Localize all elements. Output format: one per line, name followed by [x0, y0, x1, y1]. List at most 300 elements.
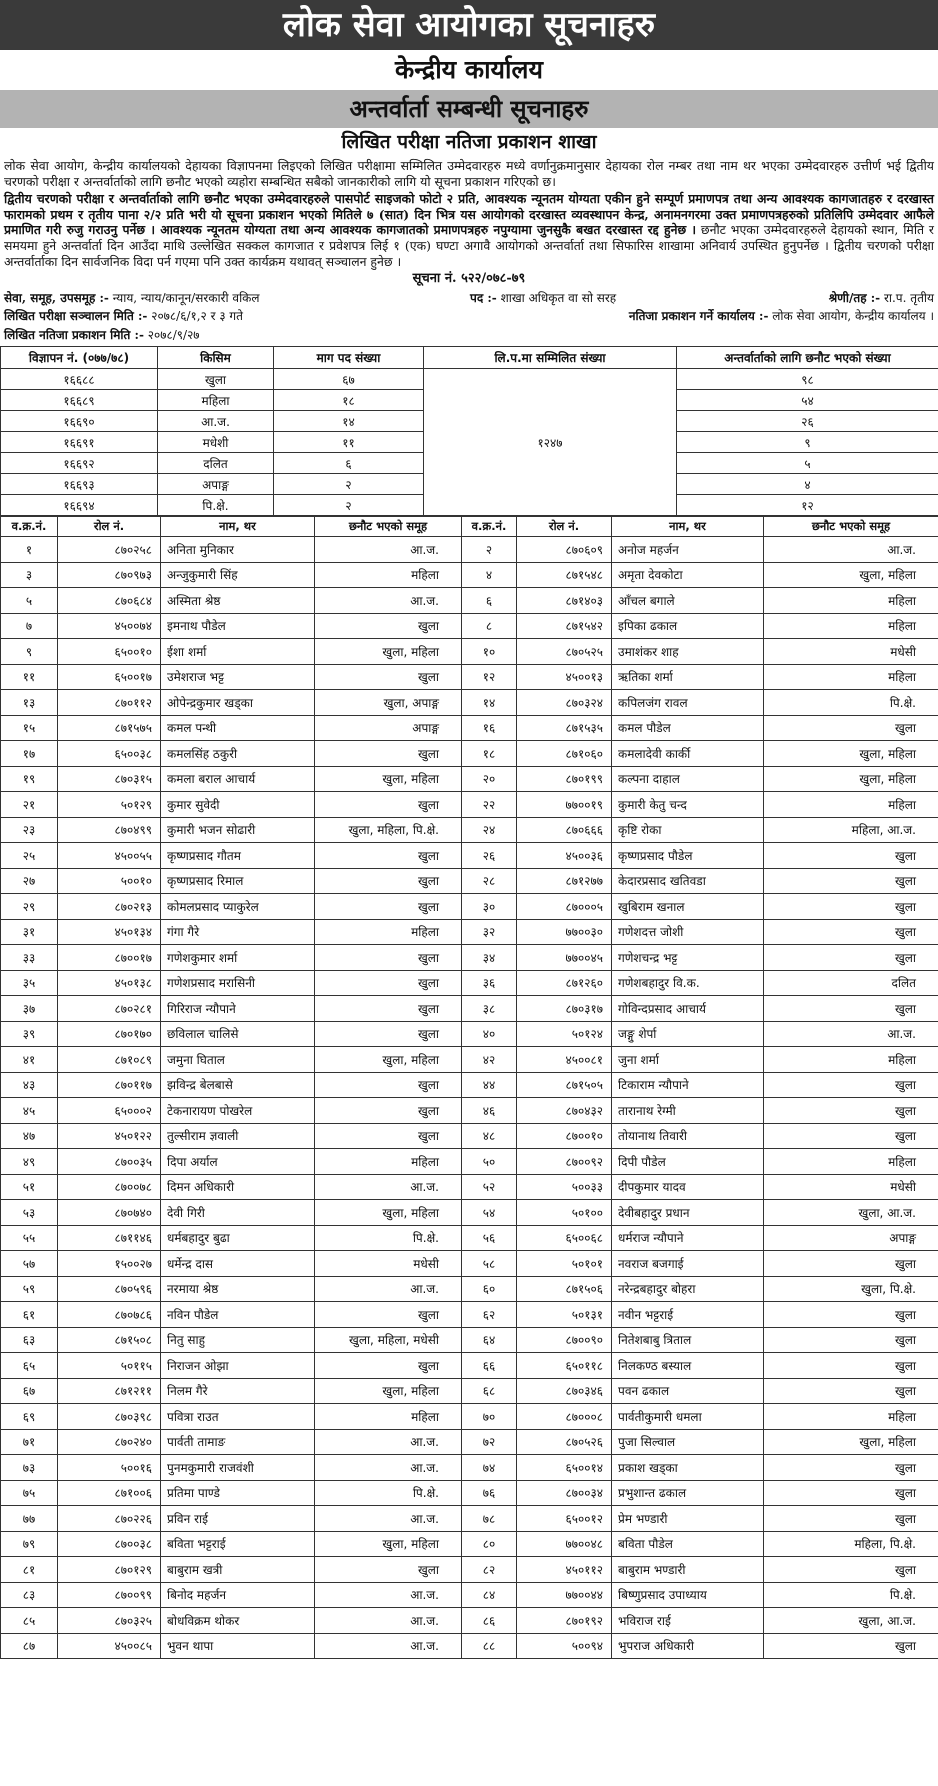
selected-group: खुला	[764, 894, 938, 920]
candidate-name: भविराज राई	[612, 1608, 764, 1634]
selected-group: पि.क्षे.	[315, 1225, 462, 1251]
table-row	[1, 1098, 938, 1124]
candidate-name: पार्वतीकुमारी धमला	[612, 1404, 764, 1430]
level-value: रा.प. तृतीय	[880, 291, 934, 306]
roll-number: ८७०३१५	[58, 766, 161, 792]
selected-group: मधेसी	[764, 639, 938, 665]
roll-number: ८७०३२४	[517, 690, 612, 716]
roll-number: ८७१०८९	[58, 1047, 161, 1073]
candidate-name: बविता पौडेल	[612, 1531, 764, 1557]
roll-number: ८७०७८६	[58, 1302, 161, 1328]
serial-number: ६५	[1, 1353, 58, 1379]
table-row	[1, 588, 938, 614]
advert-number: १६६८८	[1, 369, 158, 390]
roll-number: ५०१३१	[517, 1302, 612, 1328]
roll-number: ४५०१२२	[58, 1123, 161, 1149]
selected-group: खुला	[764, 1480, 938, 1506]
selected-group: महिला	[764, 588, 938, 614]
table-row	[1, 1633, 938, 1659]
candidate-name: निलम गैरे	[161, 1378, 315, 1404]
selected-group: खुला	[315, 1302, 462, 1328]
table-row	[1, 1480, 938, 1506]
table-row	[1, 690, 938, 716]
roll-number: ८७०१२९	[58, 1557, 161, 1583]
roll-number: ६५००६८	[517, 1225, 612, 1251]
roll-number: ८७१५०८	[58, 1327, 161, 1353]
roll-number: ८७०१९९	[517, 766, 612, 792]
roll-number: ७७००३०	[517, 919, 612, 945]
roll-number: ५०१२४	[517, 1021, 612, 1047]
roll-number: ८७००९२	[517, 1149, 612, 1175]
demand-header: माग पद संख्या	[274, 347, 424, 369]
candidate-name: कोमलप्रसाद प्याकुरेल	[161, 894, 315, 920]
serial-number: ५७	[1, 1251, 58, 1277]
roll-number: ७७००४५	[517, 945, 612, 971]
candidate-name: कमलसिंह ठकुरी	[161, 741, 315, 767]
candidate-name: ईशा शर्मा	[161, 639, 315, 665]
candidate-name: अस्मिता श्रेष्ठ	[161, 588, 315, 614]
roll-number: ८७१२७७	[517, 868, 612, 894]
intro-paragraph-2	[0, 189, 938, 269]
selected-group: आ.ज.	[764, 1021, 938, 1047]
roll-number: ५०११५	[58, 1353, 161, 1379]
advert-no-header: विज्ञापन नं. (०७७/७८)	[1, 347, 158, 369]
table-row	[1, 1072, 938, 1098]
candidate-name: गणेशचन्द्र भट्ट	[612, 945, 764, 971]
roll-number: ८७०२१३	[58, 894, 161, 920]
candidate-name: नितु साहु	[161, 1327, 315, 1353]
table-row	[1, 741, 938, 767]
table-row	[1, 1251, 938, 1277]
candidate-name: पवित्रा राउत	[161, 1404, 315, 1430]
serial-number: १८	[462, 741, 517, 767]
table-row	[1, 1404, 938, 1430]
serial-number: ८१	[1, 1557, 58, 1583]
roll-number: ७७००४४	[517, 1582, 612, 1608]
candidate-name: कृष्णप्रसाद गौतम	[161, 843, 315, 869]
roll-number: ८७०२५८	[58, 537, 161, 563]
serial-number: ७२	[462, 1429, 517, 1455]
serial-number: ४०	[462, 1021, 517, 1047]
roll-number: ८७०५९६	[58, 1276, 161, 1302]
candidate-name: पुजा सिल्वाल	[612, 1429, 764, 1455]
roll-number: ४५००७४	[58, 613, 161, 639]
serial-number: ५६	[462, 1225, 517, 1251]
serial-number: २१	[1, 792, 58, 818]
roll-number: ८७१४०३	[517, 588, 612, 614]
candidate-name: कपिलजंग रावल	[612, 690, 764, 716]
selected-group: आ.ज.	[315, 1455, 462, 1481]
serial-number: ७७	[1, 1506, 58, 1532]
selected-group: खुला	[764, 996, 938, 1022]
candidate-name: गोविन्दप्रसाद आचार्य	[612, 996, 764, 1022]
candidate-name: निराजन ओझा	[161, 1353, 315, 1379]
advert-number: १६६९४	[1, 495, 158, 516]
selected-group: महिला	[764, 613, 938, 639]
office-info	[629, 307, 934, 324]
table-row	[1, 1557, 938, 1583]
selected-group: खुला, महिला, पि.क्षे.	[315, 817, 462, 843]
candidate-name: दिमन अधिकारी	[161, 1174, 315, 1200]
roll-number: ८७०६६६	[517, 817, 612, 843]
demand-count: १४	[274, 411, 424, 432]
table-row	[1, 613, 938, 639]
serial-number: २७	[1, 868, 58, 894]
roll-number: ४५००३६	[517, 843, 612, 869]
roll-number: ८७१५४८	[517, 562, 612, 588]
candidate-name: कृष्टि रोका	[612, 817, 764, 843]
selected-group: खुला, महिला	[764, 562, 938, 588]
roll-number: ८७१५३५	[517, 715, 612, 741]
serial-number: ४६	[462, 1098, 517, 1124]
table-row	[1, 919, 938, 945]
candidate-name: बाबुराम भण्डारी	[612, 1557, 764, 1583]
selected-group: खुला	[315, 664, 462, 690]
candidate-name: प्रकाश खड्का	[612, 1455, 764, 1481]
roll-number: ४५०१३८	[58, 970, 161, 996]
roll-number: ८७१५०५	[517, 1072, 612, 1098]
serial-number: ३३	[1, 945, 58, 971]
serial-number: ७८	[462, 1506, 517, 1532]
serial-number: ८३	[1, 1582, 58, 1608]
table-row	[1, 1276, 938, 1302]
selected-group: खुला	[315, 894, 462, 920]
selected-group: पि.क्षे.	[764, 690, 938, 716]
serial-number: ८२	[462, 1557, 517, 1583]
candidate-name: गणेशबहादुर वि.क.	[612, 970, 764, 996]
candidate-name: दिपी पौडेल	[612, 1149, 764, 1175]
roll-number: ८७००९९	[58, 1582, 161, 1608]
roll-number: ६५००१२	[517, 1506, 612, 1532]
selected-count: ९८	[677, 369, 938, 390]
roll-number: ५००१६	[58, 1455, 161, 1481]
candidate-name: बाबुराम खत्री	[161, 1557, 315, 1583]
roll-number: ६५००१७	[58, 664, 161, 690]
roll-number: ५०१२९	[58, 792, 161, 818]
selected-group: खुला, महिला	[315, 1378, 462, 1404]
candidate-name: तारानाथ रेग्मी	[612, 1098, 764, 1124]
result-date-info	[4, 326, 200, 343]
selected-group: पि.क्षे.	[315, 1480, 462, 1506]
result-date-label: लिखित नतिजा प्रकाशन मिति :-	[4, 328, 144, 343]
roll-number: ४५००५५	[58, 843, 161, 869]
selected-group: आ.ज.	[315, 588, 462, 614]
roll-number: ५००९४	[517, 1633, 612, 1659]
serial-number: ८०	[462, 1531, 517, 1557]
selected-group: खुला	[764, 1123, 938, 1149]
serial-number: २	[462, 537, 517, 563]
selected-group: महिला	[315, 1404, 462, 1430]
type-header: किसिम	[158, 347, 274, 369]
serial-header-2: व.क्र.नं.	[462, 517, 517, 537]
group-header-2: छनौट भएको समूह	[764, 517, 938, 537]
office-value: लोक सेवा आयोग, केन्द्रीय कार्यालय ।	[768, 309, 934, 324]
candidate-name: केदारप्रसाद खतिवडा	[612, 868, 764, 894]
candidate-name: भुवन थापा	[161, 1633, 315, 1659]
roll-number: ८७०६८४	[58, 588, 161, 614]
roll-number: ८७०३९८	[58, 1404, 161, 1430]
demand-count: २	[274, 495, 424, 516]
advert-type: अपाङ्ग	[158, 474, 274, 495]
roll-number: ८७००१०	[517, 1123, 612, 1149]
table-row	[1, 1506, 938, 1532]
selected-group: महिला	[764, 1149, 938, 1175]
selected-group: खुला, महिला, मधेसी	[315, 1327, 462, 1353]
selected-group: महिला	[764, 1404, 938, 1430]
serial-number: ४१	[1, 1047, 58, 1073]
candidate-name: इमनाथ पौडेल	[161, 613, 315, 639]
serial-number: ६७	[1, 1378, 58, 1404]
serial-number: ५१	[1, 1174, 58, 1200]
roll-number: ५००१०	[58, 868, 161, 894]
exam-date-info	[4, 307, 243, 324]
selected-group: अपाङ्ग	[764, 1225, 938, 1251]
selected-group: आ.ज.	[315, 1633, 462, 1659]
roll-number: ५०१००	[517, 1200, 612, 1226]
candidate-name: टेकनारायण पोखरेल	[161, 1098, 315, 1124]
selected-group: खुला	[315, 1123, 462, 1149]
candidate-name: नरमाया श्रेष्ठ	[161, 1276, 315, 1302]
advert-type: खुला	[158, 369, 274, 390]
selected-group: महिला	[315, 919, 462, 945]
serial-number: २०	[462, 766, 517, 792]
serial-number: १०	[462, 639, 517, 665]
selected-group: खुला	[315, 613, 462, 639]
candidate-name: अनिता मुनिकार	[161, 537, 315, 563]
advert-type: पि.क्षे.	[158, 495, 274, 516]
candidate-name: कुमारी केतु चन्द	[612, 792, 764, 818]
selected-group: खुला	[315, 970, 462, 996]
selected-count: ९	[677, 432, 938, 453]
selected-group: खुला	[315, 792, 462, 818]
selected-group: आ.ज.	[315, 1608, 462, 1634]
candidate-name: अमृता देवकोटा	[612, 562, 764, 588]
candidate-name: गंगा गैरे	[161, 919, 315, 945]
serial-number: ७१	[1, 1429, 58, 1455]
table-row	[1, 639, 938, 665]
candidate-name: कृष्णप्रसाद रिमाल	[161, 868, 315, 894]
selected-group: खुला	[764, 1072, 938, 1098]
table-row	[1, 843, 938, 869]
selected-group: आ.ज.	[764, 537, 938, 563]
serial-number: ८४	[462, 1582, 517, 1608]
selected-group: खुला	[764, 1506, 938, 1532]
candidate-name: खुबिराम खनाल	[612, 894, 764, 920]
table-row	[1, 970, 938, 996]
serial-number: ८८	[462, 1633, 517, 1659]
selected-group: महिला	[764, 664, 938, 690]
serial-number: ८५	[1, 1608, 58, 1634]
roll-number: ८७०६०९	[517, 537, 612, 563]
table-row	[1, 1531, 938, 1557]
demand-count: ११	[274, 432, 424, 453]
serial-number: ८७	[1, 1633, 58, 1659]
group-header: छनौट भएको समूह	[315, 517, 462, 537]
selected-group: खुला, आ.ज.	[764, 1608, 938, 1634]
table-row	[1, 817, 938, 843]
table-row	[1, 894, 938, 920]
table-row	[1, 1149, 938, 1175]
candidate-name: देवीबहादुर प्रधान	[612, 1200, 764, 1226]
selected-group: खुला	[764, 868, 938, 894]
serial-number: ९	[1, 639, 58, 665]
intro-regular-text: छनौट भएका उम्मेदवारहरुले देहायको स्थान, मिति र समयमा हुने अन्तर्वार्ता दिन आउँदा माथि उल्लेखित सक्कल कागजात र प्रवेशपत्र लिई १ (एक) घण्टा अगावै आयोगको अन्तर्वार्ता तथा सिफारिस शाखामा अनिवार्य उपस्थित हुनुपर्नेछ । द्वितीय चरणको परीक्षा अन्तर्वार्ताका दिन सार्वजनिक विदा पर्न गएमा पनि उक्त कार्यक्रम यथावत् सञ्चालन हुनेछ ।	[4, 222, 935, 269]
table-row	[1, 1353, 938, 1379]
serial-number: ७०	[462, 1404, 517, 1430]
candidate-name: गिरिराज न्यौपाने	[161, 996, 315, 1022]
selected-group: खुला, महिला	[764, 766, 938, 792]
appeared-header: लि.प.मा सम्मिलित संख्या	[424, 347, 677, 369]
exam-date-label: लिखित परीक्षा सञ्चालन मिति :-	[4, 309, 148, 324]
roll-number: ८७१५४२	[517, 613, 612, 639]
table-row	[1, 1455, 938, 1481]
candidate-name: तोयानाथ तिवारी	[612, 1123, 764, 1149]
selected-group: खुला	[764, 843, 938, 869]
advert-type: मधेशी	[158, 432, 274, 453]
selected-group: खुला	[764, 1098, 938, 1124]
candidate-name: कृष्णप्रसाद पौडेल	[612, 843, 764, 869]
candidate-name: भुपराज अधिकारी	[612, 1633, 764, 1659]
selected-group: खुला	[315, 1021, 462, 1047]
service-label: सेवा, समूह, उपसमूह :-	[4, 291, 109, 306]
candidate-name: दिपा अर्याल	[161, 1149, 315, 1175]
serial-number: ४५	[1, 1098, 58, 1124]
selected-group: खुला	[315, 996, 462, 1022]
candidate-name: गणेशदत्त जोशी	[612, 919, 764, 945]
serial-number: ५९	[1, 1276, 58, 1302]
candidate-name: जुना शर्मा	[612, 1047, 764, 1073]
demand-count: १८	[274, 390, 424, 411]
serial-number: ६८	[462, 1378, 517, 1404]
table-row	[1, 1123, 938, 1149]
table-row	[1, 1429, 938, 1455]
roll-number: ८७०२४०	[58, 1429, 161, 1455]
roll-number: ८७०४९९	[58, 817, 161, 843]
serial-number: २८	[462, 868, 517, 894]
roll-number: ८७००३५	[58, 1149, 161, 1175]
selected-group: मधेसी	[315, 1251, 462, 1277]
serial-number: ४४	[462, 1072, 517, 1098]
serial-number: ४३	[1, 1072, 58, 1098]
candidate-name: तुल्सीराम ज्ञवाली	[161, 1123, 315, 1149]
serial-number: ३०	[462, 894, 517, 920]
selected-group: खुला	[315, 1072, 462, 1098]
serial-number: २६	[462, 843, 517, 869]
serial-number: ५८	[462, 1251, 517, 1277]
table-row	[1, 1582, 938, 1608]
serial-number: ४९	[1, 1149, 58, 1175]
roll-number: ८७१०६०	[517, 741, 612, 767]
candidate-name: झविन्द्र बेलबासे	[161, 1072, 315, 1098]
roll-number: ८७००९०	[517, 1327, 612, 1353]
selected-group: महिला, पि.क्षे.	[764, 1531, 938, 1557]
roll-number: ८७०५२५	[517, 639, 612, 665]
selected-count: १२	[677, 495, 938, 516]
candidate-name: उमेशराज भट्ट	[161, 664, 315, 690]
roll-number: ८७०११२	[58, 690, 161, 716]
roll-number: ४५००८१	[517, 1047, 612, 1073]
roll-header: रोल नं.	[58, 517, 161, 537]
table-row	[1, 1200, 938, 1226]
candidate-name: धर्मबहादुर बुढा	[161, 1225, 315, 1251]
serial-number: ४	[462, 562, 517, 588]
branch-title: लिखित परीक्षा नतिजा प्रकाशन शाखा	[341, 131, 597, 153]
name-header-2: नाम, थर	[612, 517, 764, 537]
table-row	[1, 868, 938, 894]
selected-group: मधेसी	[764, 1174, 938, 1200]
selected-count: ५४	[677, 390, 938, 411]
commission-banner: लोक सेवा आयोगका सूचनाहरु	[0, 0, 938, 50]
candidate-name: कल्पना दाहाल	[612, 766, 764, 792]
candidate-name: इपिका ढकाल	[612, 613, 764, 639]
advert-number: १६६९२	[1, 453, 158, 474]
advert-type: महिला	[158, 390, 274, 411]
roll-number: ८७१२११	[58, 1378, 161, 1404]
level-label: श्रेणी/तह :-	[828, 291, 881, 306]
serial-number: ३२	[462, 919, 517, 945]
demand-count: २	[274, 474, 424, 495]
selected-group: खुला	[764, 1633, 938, 1659]
post-info	[470, 289, 616, 306]
candidate-name: बिनोद महर्जन	[161, 1582, 315, 1608]
table-row	[1, 1378, 938, 1404]
candidate-name: टिकाराम न्यौपाने	[612, 1072, 764, 1098]
roll-number: ८७०२८१	[58, 996, 161, 1022]
roll-number: १५००२७	[58, 1251, 161, 1277]
candidate-name: पवन ढकाल	[612, 1378, 764, 1404]
candidate-name: नवराज बजगाई	[612, 1251, 764, 1277]
serial-number: ३८	[462, 996, 517, 1022]
roll-number: ७७००१९	[517, 792, 612, 818]
level-info	[829, 289, 934, 306]
serial-number: ५४	[462, 1200, 517, 1226]
selected-group: खुला, महिला	[315, 1531, 462, 1557]
roll-number: ८७०००५	[517, 894, 612, 920]
serial-number: ४२	[462, 1047, 517, 1073]
table-row	[1, 1021, 938, 1047]
roll-number: ६५००१०	[58, 639, 161, 665]
table-row	[1, 766, 938, 792]
post-value: शाखा अधिकृत वा सो सरह	[496, 291, 617, 306]
selected-group: आ.ज.	[315, 1429, 462, 1455]
table-row	[1, 1047, 938, 1073]
serial-number: ६०	[462, 1276, 517, 1302]
table-row	[1, 715, 938, 741]
table-row	[1, 792, 938, 818]
selected-group: खुला, महिला	[315, 766, 462, 792]
candidate-name: आँचल बगाले	[612, 588, 764, 614]
serial-number: ५	[1, 588, 58, 614]
candidate-name: धर्मेन्द्र दास	[161, 1251, 315, 1277]
advertisement-table	[0, 346, 938, 516]
roll-number: ८७०००८	[517, 1404, 612, 1430]
table-row	[1, 1174, 938, 1200]
serial-number: ८	[462, 613, 517, 639]
selected-group: खुला, महिला	[315, 1047, 462, 1073]
selected-group: दलित	[764, 970, 938, 996]
roll-number: ८७०१९२	[517, 1608, 612, 1634]
serial-number: १४	[462, 690, 517, 716]
serial-number: ७९	[1, 1531, 58, 1557]
serial-number: १९	[1, 766, 58, 792]
roll-number: ८७००७८	[58, 1174, 161, 1200]
serial-number: १३	[1, 690, 58, 716]
serial-number: ६१	[1, 1302, 58, 1328]
selected-group: खुला	[315, 741, 462, 767]
advert-number: १६६९१	[1, 432, 158, 453]
result-date-value: २०७८/९/२७	[143, 328, 200, 343]
serial-number: २२	[462, 792, 517, 818]
